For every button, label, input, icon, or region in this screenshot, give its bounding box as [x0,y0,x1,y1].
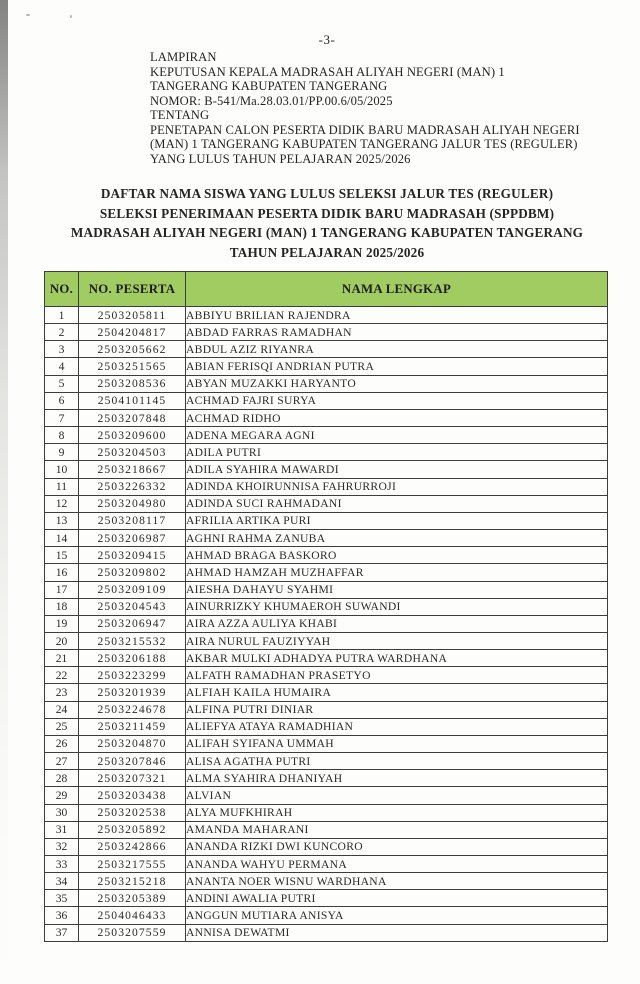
column-header-nama-lengkap: NAMA LENGKAP [186,272,608,307]
cell-no-peserta: 2503251565 [79,358,186,375]
cell-no-peserta: 2503205662 [79,341,186,358]
table-row [45,530,608,547]
lampiran-line: TENTANG [150,108,210,123]
cell-nama-lengkap: AIESHA DAHAYU SYAHMI [186,581,608,598]
table-row [45,444,608,461]
cell-no: 32 [45,838,79,855]
table-row [45,787,608,804]
cell-no: 36 [45,907,79,924]
cell-nama-lengkap: AKBAR MULKI ADHADYA PUTRA WARDHANA [186,650,608,667]
cell-no-peserta: 2503203438 [79,787,186,804]
cell-nama-lengkap: ACHMAD FAJRI SURYA [186,392,608,409]
cell-no-peserta: 2503208536 [79,375,186,392]
cell-nama-lengkap: ANGGUN MUTIARA ANISYA [186,907,608,924]
table-row [45,478,608,495]
cell-no-peserta: 2503223299 [79,667,186,684]
cell-nama-lengkap: ABBIYU BRILIAN RAJENDRA [186,307,608,324]
cell-no: 11 [45,478,79,495]
cell-no: 19 [45,615,79,632]
cell-no: 30 [45,804,79,821]
table-row [45,907,608,924]
cell-no: 4 [45,358,79,375]
cell-no: 29 [45,787,79,804]
cell-no: 12 [45,495,79,512]
table-row [45,838,608,855]
column-header-no: NO. [45,272,79,307]
lampiran-line: PENETAPAN CALON PESERTA DIDIK BARU MADRASAH ALIYAH NEGERI [150,122,580,137]
lampiran-line: TANGERANG KABUPATEN TANGERANG [150,79,388,94]
table-row [45,375,608,392]
table-row [45,598,608,615]
table-row [45,924,608,941]
lampiran-line: YANG LULUS TAHUN PELAJARAN 2025/2026 [150,151,411,166]
table-header-row [45,272,608,307]
title-line: TAHUN PELAJARAN 2025/2026 [229,244,425,260]
cell-no-peserta: 2503242866 [79,838,186,855]
cell-no: 2 [45,324,79,341]
cell-no-peserta: 2503206947 [79,615,186,632]
cell-no-peserta: 2503209802 [79,564,186,581]
cell-nama-lengkap: ABIAN FERISQI ANDRIAN PUTRA [186,358,608,375]
table-row [45,804,608,821]
cell-no-peserta: 2503205811 [79,307,186,324]
cell-no: 9 [45,444,79,461]
table-row [45,461,608,478]
cell-no: 14 [45,530,79,547]
cell-nama-lengkap: ABYAN MUZAKKI HARYANTO [186,375,608,392]
cell-no: 28 [45,770,79,787]
table-row [45,650,608,667]
cell-no: 35 [45,890,79,907]
cell-no-peserta: 2503211459 [79,718,186,735]
title-line: DAFTAR NAMA SISWA YANG LULUS SELEKSI JALUR TES (REGULER) [100,186,554,201]
cell-nama-lengkap: ANANDA WAHYU PERMANA [186,856,608,873]
lampiran-line: NOMOR: B-541/Ma.28.03.01/PP.00.6/05/2025 [150,93,393,108]
cell-no: 24 [45,701,79,718]
table-row [45,667,608,684]
table-row [45,392,608,409]
cell-nama-lengkap: ADILA PUTRI [186,444,608,461]
cell-nama-lengkap: AHMAD BRAGA BASKORO [186,547,608,564]
cell-no-peserta: 2503207559 [79,924,186,941]
page-number: -3- [318,32,336,47]
cell-no: 18 [45,598,79,615]
cell-no-peserta: 2504046433 [79,907,186,924]
table-row [45,409,608,426]
table-row [45,856,608,873]
table-row [45,358,608,375]
cell-no-peserta: 2503208117 [79,512,186,529]
cell-nama-lengkap: ADENA MEGARA AGNI [186,427,608,444]
table-row [45,564,608,581]
cell-nama-lengkap: ADINDA SUCI RAHMADANI [186,495,608,512]
cell-no: 31 [45,821,79,838]
cell-nama-lengkap: AHMAD HAMZAH MUZHAFFAR [186,564,608,581]
cell-nama-lengkap: AIRA NURUL FAUZIYYAH [186,632,608,649]
cell-no-peserta: 2503205892 [79,821,186,838]
cell-no-peserta: 2503217555 [79,856,186,873]
cell-no-peserta: 2503209109 [79,581,186,598]
lampiran-line: LAMPIRAN [150,50,217,64]
table-row [45,495,608,512]
cell-no: 21 [45,650,79,667]
cell-nama-lengkap: AGHNI RAHMA ZANUBA [186,530,608,547]
cell-nama-lengkap: AINURRIZKY KHUMAEROH SUWANDI [186,598,608,615]
cell-nama-lengkap: ALVIAN [186,787,608,804]
cell-no-peserta: 2503226332 [79,478,186,495]
cell-no-peserta: 2503224678 [79,701,186,718]
cell-no-peserta: 2503215532 [79,632,186,649]
table-row [45,873,608,890]
cell-no-peserta: 2503207848 [79,409,186,426]
cell-no: 10 [45,461,79,478]
table-row [45,307,608,324]
scan-speck [26,14,30,16]
cell-no: 26 [45,735,79,752]
cell-nama-lengkap: ALIFAH SYIFANA UMMAH [186,735,608,752]
cell-no-peserta: 2503218667 [79,461,186,478]
cell-no: 34 [45,873,79,890]
cell-no-peserta: 2503204980 [79,495,186,512]
cell-nama-lengkap: ALISA AGATHA PUTRI [186,753,608,770]
document-title [0,184,640,262]
table-row [45,581,608,598]
cell-no: 13 [45,512,79,529]
table-row [45,684,608,701]
cell-no: 5 [45,375,79,392]
student-table-body [45,307,608,942]
cell-nama-lengkap: ALYA MUFKHIRAH [186,804,608,821]
cell-no-peserta: 2503204870 [79,735,186,752]
cell-nama-lengkap: AMANDA MAHARANI [186,821,608,838]
table-row [45,341,608,358]
scan-edge-artifact [0,0,8,984]
cell-nama-lengkap: AIRA AZZA AULIYA KHABI [186,615,608,632]
cell-no-peserta: 2503206987 [79,530,186,547]
cell-nama-lengkap: ADINDA KHOIRUNNISA FAHRURROJI [186,478,608,495]
title-line: SELEKSI PENERIMAAN PESERTA DIDIK BARU MADRASAH (SPPDBM) [99,205,555,221]
cell-nama-lengkap: ANNISA DEWATMI [186,924,608,941]
cell-no-peserta: 2503204543 [79,598,186,615]
cell-no: 22 [45,667,79,684]
cell-no: 33 [45,856,79,873]
table-row [45,547,608,564]
cell-no: 3 [45,341,79,358]
cell-no: 27 [45,753,79,770]
cell-no-peserta: 2503209600 [79,427,186,444]
student-list-table [44,271,608,942]
table-row [45,632,608,649]
cell-no: 25 [45,718,79,735]
cell-nama-lengkap: ANANTA NOER WISNU WARDHANA [186,873,608,890]
cell-no: 23 [45,684,79,701]
cell-no: 16 [45,564,79,581]
table-row [45,615,608,632]
table-row [45,427,608,444]
cell-no-peserta: 2503201939 [79,684,186,701]
table-row [45,735,608,752]
cell-nama-lengkap: ABDUL AZIZ RIYANRA [186,341,608,358]
cell-no: 20 [45,632,79,649]
lampiran-line: (MAN) 1 TANGERANG KABUPATEN TANGERANG JALUR TES (REGULER) [150,137,578,152]
cell-no: 1 [45,307,79,324]
cell-nama-lengkap: ANDINI AWALIA PUTRI [186,890,608,907]
cell-no-peserta: 2503206188 [79,650,186,667]
cell-nama-lengkap: ALFIAH KAILA HUMAIRA [186,684,608,701]
cell-no-peserta: 2503207321 [79,770,186,787]
table-row [45,890,608,907]
table-row [45,701,608,718]
table-row [45,753,608,770]
scan-speck [70,15,72,18]
cell-nama-lengkap: AFRILIA ARTIKA PURI [186,512,608,529]
cell-nama-lengkap: ADILA SYAHIRA MAWARDI [186,461,608,478]
cell-no-peserta: 2503215218 [79,873,186,890]
table-row [45,821,608,838]
cell-no-peserta: 2503207846 [79,753,186,770]
cell-nama-lengkap: ACHMAD RIDHO [186,409,608,426]
cell-no-peserta: 2503209415 [79,547,186,564]
table-row [45,324,608,341]
cell-nama-lengkap: ABDAD FARRAS RAMADHAN [186,324,608,341]
column-header-no-peserta: NO. PESERTA [79,272,186,307]
cell-nama-lengkap: ALIEFYA ATAYA RAMADHIAN [186,718,608,735]
title-line: MADRASAH ALIYAH NEGERI (MAN) 1 TANGERANG KABUPATEN TANGERANG [70,225,584,240]
cell-nama-lengkap: ALFINA PUTRI DINIAR [186,701,608,718]
cell-no-peserta: 2504204817 [79,324,186,341]
table-row [45,718,608,735]
cell-no-peserta: 2503205389 [79,890,186,907]
cell-no: 6 [45,392,79,409]
cell-no-peserta: 2503204503 [79,444,186,461]
cell-no: 7 [45,409,79,426]
cell-no-peserta: 2503202538 [79,804,186,821]
lampiran-line: KEPUTUSAN KEPALA MADRASAH ALIYAH NEGERI (MAN) 1 [150,64,505,79]
cell-no: 8 [45,427,79,444]
cell-no: 15 [45,547,79,564]
cell-nama-lengkap: ALFATH RAMADHAN PRASETYO [186,667,608,684]
cell-nama-lengkap: ALMA SYAHIRA DHANIYAH [186,770,608,787]
cell-no: 17 [45,581,79,598]
cell-no: 37 [45,924,79,941]
table-row [45,512,608,529]
cell-no-peserta: 2504101145 [79,392,186,409]
table-row [45,770,608,787]
cell-nama-lengkap: ANANDA RIZKI DWI KUNCORO [186,838,608,855]
lampiran-heading-block [150,50,626,166]
